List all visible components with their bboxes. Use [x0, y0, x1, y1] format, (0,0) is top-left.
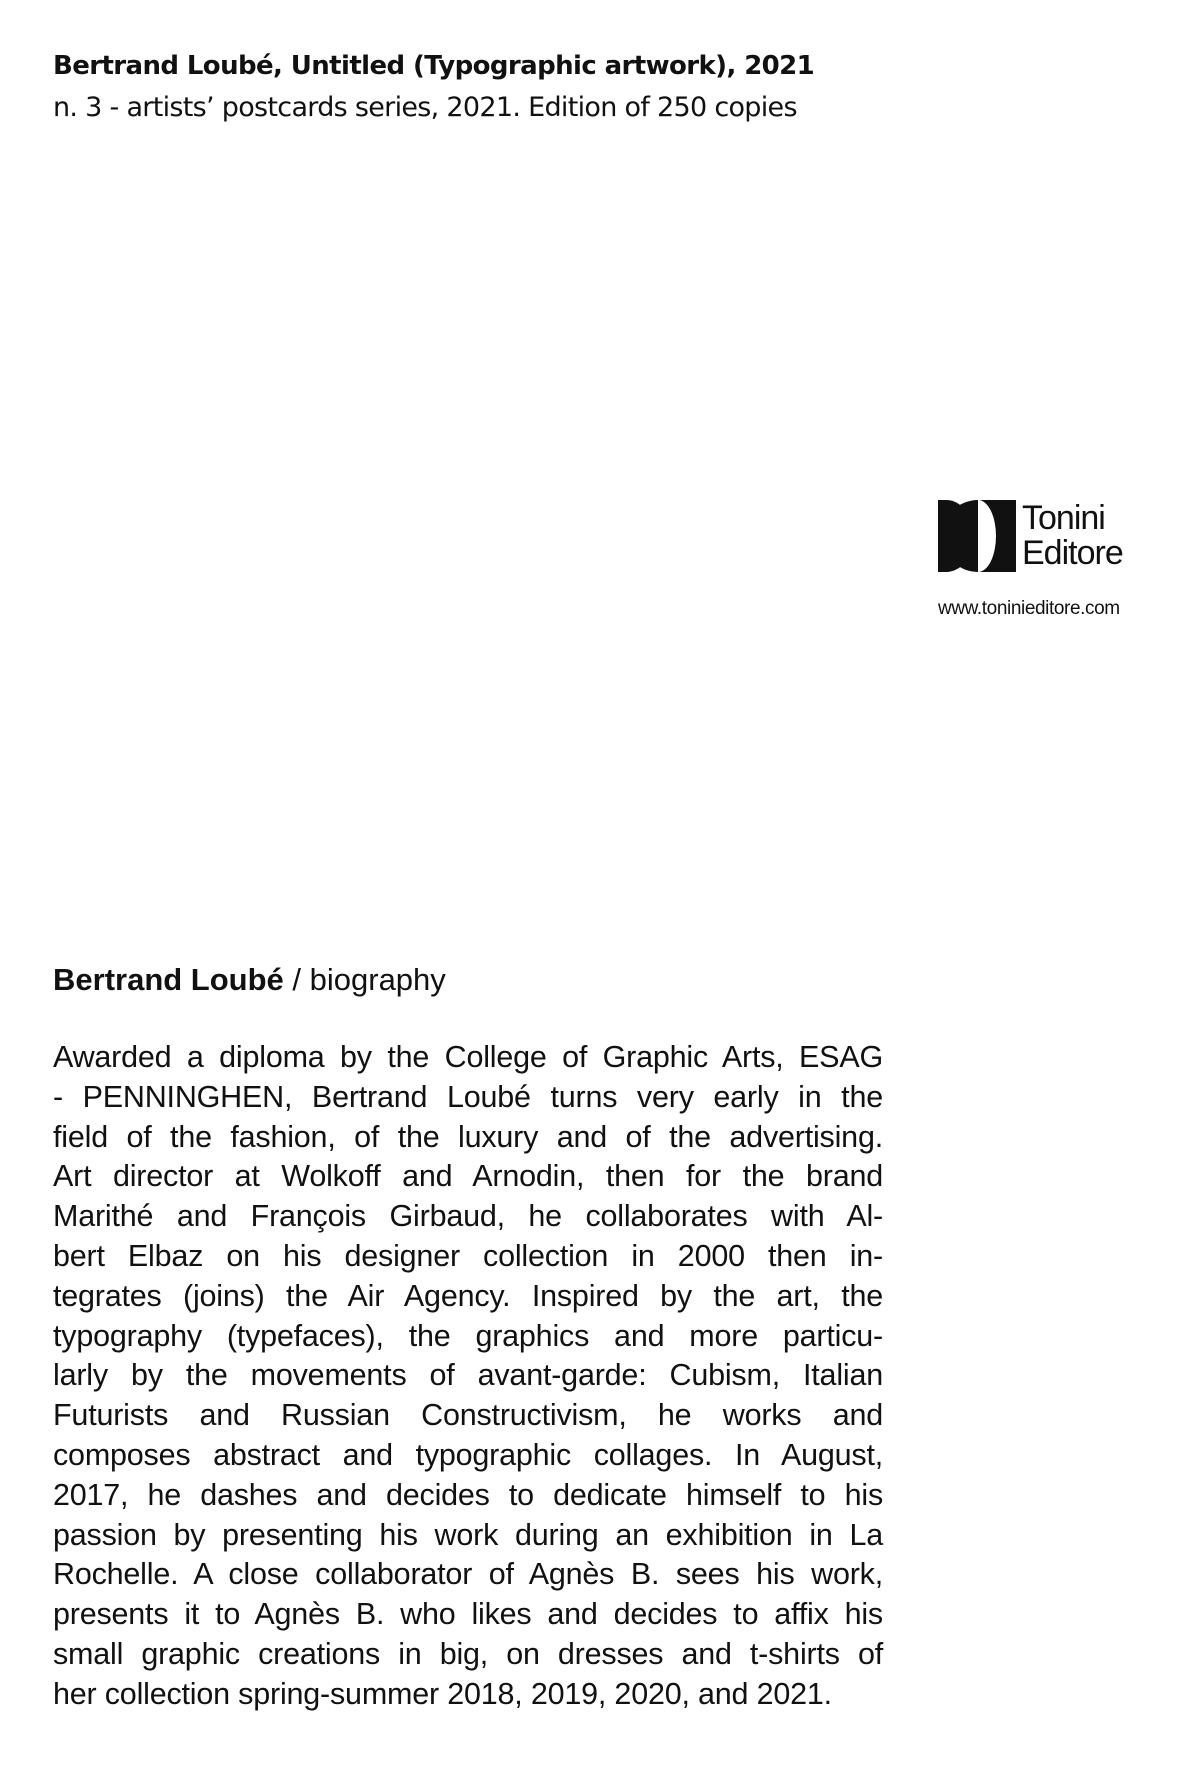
publisher-name [1022, 501, 1123, 571]
biography-line: her collection spring-summer 2018, 2019, 2020, and 2021. [53, 1676, 832, 1711]
biography-line: composes abstract and typographic collages. In August, [53, 1437, 883, 1472]
biography-line: Awarded a diploma by the College of Graphic Arts, ESAG [53, 1040, 883, 1074]
postcard-header [53, 46, 883, 130]
biography-line: Futurists and Russian Constructivism, he works and [53, 1398, 883, 1433]
publisher-name-line1: Tonini [1022, 499, 1105, 537]
biography-line: small graphic creations in big, on dresses and t-shirts of [53, 1636, 883, 1671]
biography-line: presents it to Agnès B. who likes and decides to affix his [53, 1597, 883, 1632]
publisher-logo [938, 500, 1158, 572]
tonini-editore-logo-icon [938, 500, 1016, 572]
biography-line: typography (typefaces), the graphics and more particu- [53, 1318, 883, 1353]
biography-line: tegrates (joins) the Air Agency. Inspired by the art, the [53, 1278, 883, 1313]
biography-line: Marithé and François Girbaud, he collaborates with Al- [53, 1199, 883, 1234]
biography-line: 2017, he dashes and decides to dedicate himself to his [53, 1477, 883, 1512]
biography-section [53, 960, 883, 1715]
biography-line: - PENNINGHEN, Bertrand Loubé turns very early in the [53, 1079, 883, 1114]
publisher-block [938, 500, 1158, 620]
publisher-website: www.toninieditore.com [938, 598, 1120, 619]
biography-line: Art director at Wolkoff and Arnodin, then for the brand [53, 1159, 883, 1194]
biography-line: passion by presenting his work during an exhibition in La [53, 1517, 883, 1552]
biography-line: bert Elbaz on his designer collection in 2000 then in- [53, 1238, 883, 1273]
biography-line: larly by the movements of avant-garde: Cubism, Italian [53, 1358, 883, 1393]
biography-line: field of the fashion, of the luxury and of the advertising. [53, 1119, 883, 1154]
artwork-title: Bertrand Loubé, Untitled (Typographic artwork), 2021 [53, 51, 815, 81]
biography-heading [53, 960, 883, 1000]
edition-info: n. 3 - artists’ postcards series, 2021. Edition of 250 copies [53, 92, 797, 123]
artist-name: Bertrand Loubé [53, 962, 284, 997]
biography-text [53, 1038, 883, 1715]
publisher-name-line2: Editore [1022, 534, 1123, 572]
biography-label: / biography [283, 962, 446, 997]
biography-line: Rochelle. A close collaborator of Agnès B. sees his work, [53, 1557, 883, 1592]
